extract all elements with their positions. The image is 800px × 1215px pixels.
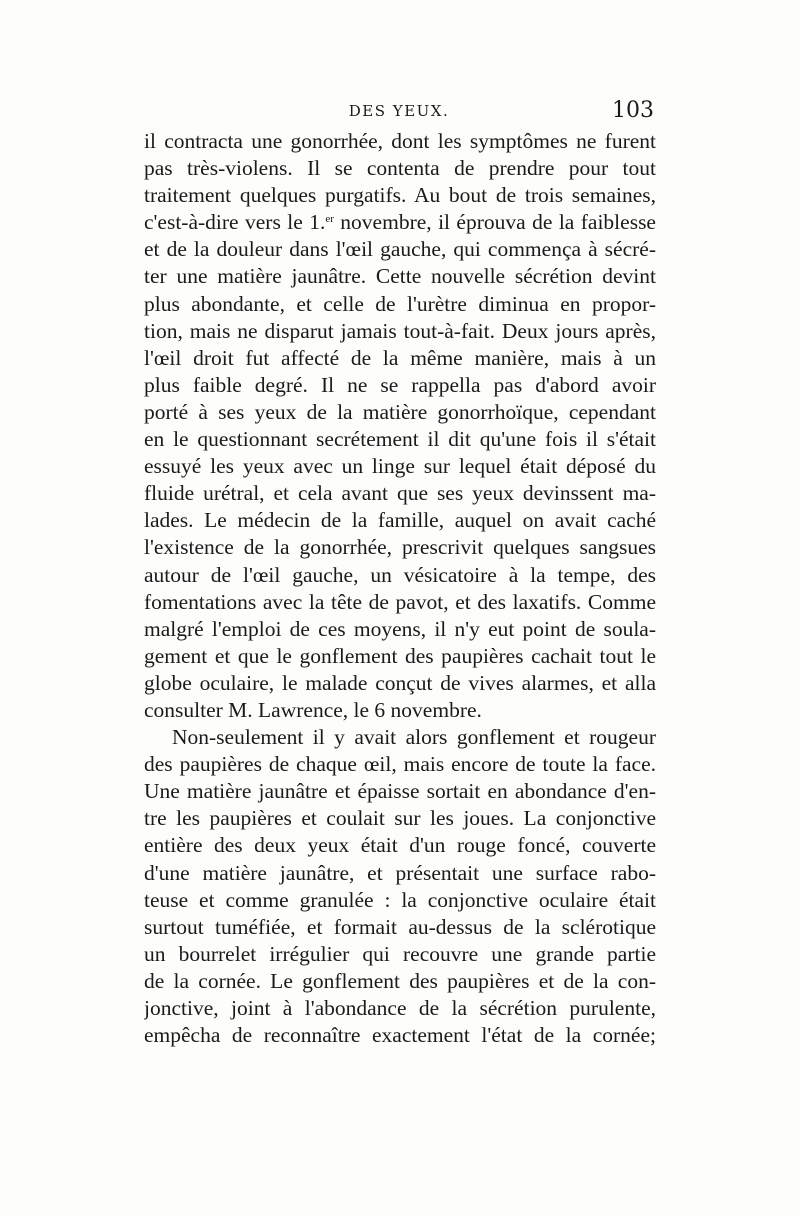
text-line-5: et de la douleur dans l'œil gauche, qui commença à sécré- <box>144 237 656 262</box>
text-line-4-tail: novembre, il éprouva de la faiblesse <box>333 210 656 235</box>
text-line-6: ter une matière jaunâtre. Cette nouvelle sécrétion devint <box>144 264 656 289</box>
text-line-10: plus faible degré. Il ne se rappella pas d'abord avoir <box>144 372 656 397</box>
text-line-13: essuyé les yeux avec un linge sur lequel était déposé du <box>144 454 656 479</box>
text-line-3: traitement quelques purgatifs. Au bout de trois semaines, <box>144 183 656 208</box>
body-text <box>144 128 656 1049</box>
text-line-2: pas très-violens. Il se contenta de prendre pour tout <box>144 156 656 181</box>
text-line-9: l'œil droit fut affecté de la même manière, mais à un <box>144 345 656 370</box>
text-line-12: en le questionnant secrétement il dit qu'une fois il s'était <box>144 427 656 452</box>
text-line-11: porté à ses yeux de la matière gonorrhoïque, cependant <box>144 399 656 424</box>
text-line-25: Une matière jaunâtre et épaisse sortait en abondance d'en- <box>144 779 656 804</box>
text-line-1: il contracta une gonorrhée, dont les symptômes ne furent <box>144 129 656 153</box>
text-line-21: globe oculaire, le malade conçut de vives alarmes, et alla <box>144 670 656 695</box>
text-line-27: entière des deux yeux était d'un rouge foncé, couverte <box>144 833 656 858</box>
text-line-29: teuse et comme granulée : la conjonctive oculaire était <box>144 887 656 912</box>
text-line-19: malgré l'emploi de ces moyens, il n'y eut point de soula- <box>144 616 656 641</box>
text-line-33: jonctive, joint à l'abondance de la sécrétion purulente, <box>144 996 656 1020</box>
text-line-26: tre les paupières et coulait sur les joues. La conjonctive <box>144 806 656 831</box>
text-line-20: gement et que le gonflement des paupières cachait tout le <box>144 643 656 668</box>
page-number: 103 <box>612 98 654 123</box>
ordinal-superscript: er <box>325 213 334 226</box>
text-line-4-head: c'est-à-dire vers le 1. <box>144 210 326 235</box>
text-line-30: surtout tuméfiée, et formait au-dessus de la sclérotique <box>144 914 656 939</box>
text-line-16: l'existence de la gonorrhée, prescrivit quelques sangsues <box>144 535 656 560</box>
text-line-28: d'une matière jaunâtre, et présentait une surface rabo- <box>144 860 656 885</box>
text-line-24: des paupières de chaque œil, mais encore de toute la face. <box>144 752 656 777</box>
text-line-22: consulter M. Lawrence, le 6 novembre. <box>144 697 482 722</box>
text-line-4 <box>144 209 656 236</box>
text-line-18: fomentations avec la tête de pavot, et des laxatifs. Comme <box>144 589 656 614</box>
text-line-23: Non-seulement il y avait alors gonflement et rougeur <box>172 725 656 750</box>
running-head <box>144 98 654 126</box>
running-title: DES YEUX. <box>348 102 450 120</box>
text-line-32: de la cornée. Le gonflement des paupières et de la con- <box>144 968 656 993</box>
text-line-31: un bourrelet irrégulier qui recouvre une grande partie <box>144 941 656 966</box>
text-line-8: tion, mais ne disparut jamais tout-à-fait. Deux jours après, <box>144 318 656 343</box>
text-line-14: fluide urétral, et cela avant que ses yeux devinssent ma- <box>144 481 656 506</box>
text-line-34: empêcha de reconnaître exactement l'état de la cornée; <box>144 1023 656 1048</box>
text-line-17: autour de l'œil gauche, un vésicatoire à la tempe, des <box>144 562 656 587</box>
text-line-7: plus abondante, et celle de l'urètre diminua en propor- <box>144 291 656 316</box>
text-line-15: lades. Le médecin de la famille, auquel on avait caché <box>144 508 656 533</box>
